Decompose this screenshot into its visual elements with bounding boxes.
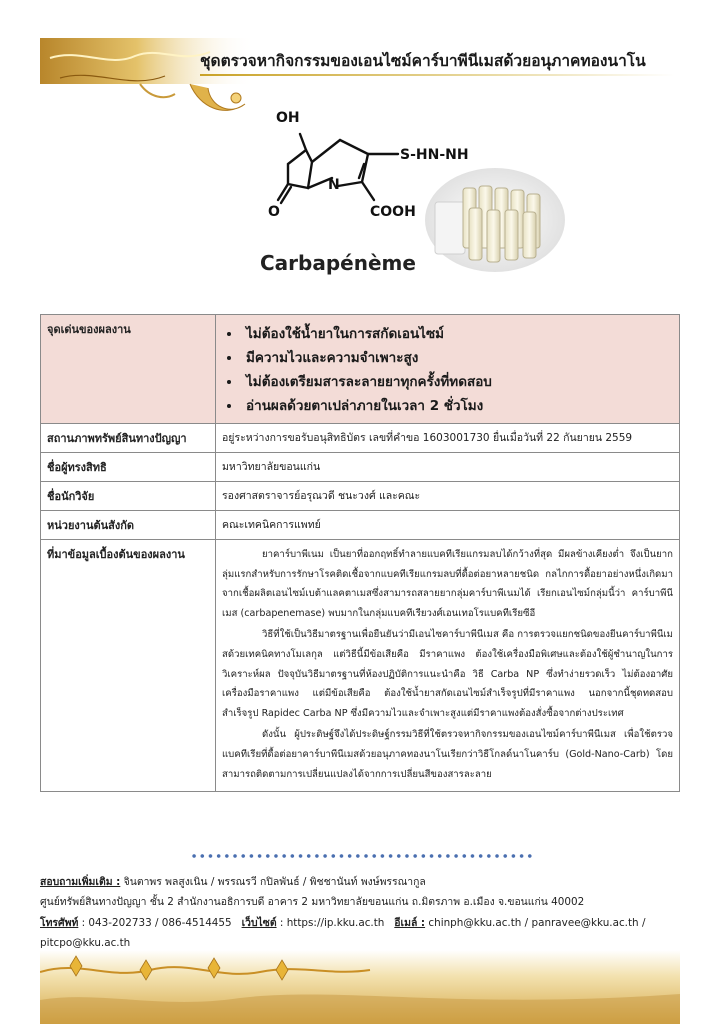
background-text bbox=[216, 540, 680, 792]
contact-address: ศูนย์ทรัพย์สินทางปัญญา ชั้น 2 สำนักงานอธิการบดี อาคาร 2 มหาวิทยาลัยขอนแก่น ถ.มิตรภาพ อ.เมือง จ.ขอนแก่น 40002 bbox=[40, 896, 585, 909]
contact-people: จินตาพร พลสูงเนิน / พรรณรวี กปิลพันธ์ / พิชชานันท์ พงษ์พรรณากูล bbox=[123, 876, 426, 888]
highlight-item: • ไม่ต้องใช้น้ำยาในการสกัดเอนไซม์ bbox=[242, 322, 673, 346]
dotted-divider bbox=[190, 852, 535, 860]
background-row bbox=[41, 540, 680, 792]
email-links[interactable]: chinph@kku.ac.th / panravee@kku.ac.th / pitcpo@kku.ac.th bbox=[40, 916, 646, 949]
background-label: ที่มาข้อมูลเบื้องต้นของผลงาน bbox=[41, 540, 216, 792]
structure-name: Carbapénème bbox=[260, 251, 416, 275]
unit-row bbox=[41, 511, 680, 540]
footer-ornament bbox=[40, 950, 680, 1024]
contact-people-line bbox=[40, 872, 680, 892]
highlights-list bbox=[222, 320, 673, 418]
highlight-item: • อ่านผลด้วยตาเปล่าภายในเวลา 2 ชั่วโมง bbox=[242, 394, 673, 418]
ip-status-value: อยู่ระหว่างการขอรับอนุสิทธิบัตร เลขที่คำขอ 1603001730 ยื่นเมื่อวันที่ 22 กันยายน 2559 bbox=[216, 424, 680, 453]
highlight-item: • ไม่ต้องเตรียมสารละลายยาทุกครั้งที่ทดสอบ bbox=[242, 370, 673, 394]
label-cooh: COOH bbox=[370, 204, 416, 220]
test-kit-photo bbox=[425, 168, 565, 272]
ip-status-row bbox=[41, 424, 680, 453]
web-label: เว็บไซต์ bbox=[241, 916, 277, 929]
phone-value: : 043-202733 / 086-4514455 bbox=[81, 916, 232, 929]
label-oh: OH bbox=[276, 110, 300, 126]
background-paragraph: ดังนั้น ผู้ประดิษฐ์จึงได้ประดิษฐ์กรรมวิธีที่ใช้ตรวจหากิจกรรมของเอนไซม์คาร์บาพีนีเมส เพื่อใช้ตรวจแบคทีเรียที่ดื้อต่อยาคาร์บาพีนีเมสด้วยอนุภาคทองนาโนเรียกว่าวิธีโกลด์นาโนคาร์บ (Gold-Nano-Carb) โดยสามารถติดตามการเปลี่ยนแปลงได้จากการเปลี่ยนสีของสารละลาย bbox=[222, 729, 673, 780]
researcher-row bbox=[41, 482, 680, 511]
contact-block bbox=[40, 872, 680, 953]
label-o: O bbox=[268, 204, 280, 220]
contact-more-label: สอบถามเพิ่มเติม : bbox=[40, 876, 121, 888]
highlights-label: จุดเด่นของผลงาน bbox=[41, 315, 216, 424]
label-shnnh: S-HN-NH bbox=[400, 147, 469, 163]
title-rule bbox=[200, 74, 675, 76]
researcher-label: ชื่อนักวิจัย bbox=[41, 482, 216, 511]
highlights-row bbox=[41, 315, 680, 424]
highlight-item: • มีความไวและความจำเพาะสูง bbox=[242, 346, 673, 370]
background-paragraph: วิธีที่ใช้เป็นวิธีมาตรฐานเพื่อยืนยันว่ามีเอนไซคาร์บาพีนีเมส คือ การตรวจแยกชนิดของยีนคาร์บาพีนีเมสด้วยเทคนิคทางโมเลกุล แต่วิธีนี้มีข้อเสียคือ มีราคาแพง ต้องใช้เครื่องมือพิเศษและต้องใช้ผู้ชำนาญในการวิเคราะห์ผล ปัจจุบันวิธีมาตรฐานที่ห้องปฏิบัติการแนะนำคือ วิธี Carba NP ซึ่งทำง่ายรวดเร็ว ไม่ต้องอาศัยเครื่องมือราคาแพง แต่มีข้อเสียคือ ต้องใช้น้ำยาสกัดเอนไซม์สำเร็จรูปที่มีราคาแพง นอกจากนี้ชุดทดสอบสำเร็จรูป Rapidec Carba NP ซึ่งมีความไวและจำเพาะสูงแต่มีราคาแพงต้องสั่งซื้อจากต่างประเทศ bbox=[222, 629, 673, 719]
background-paragraph: ยาคาร์บาพีเนม เป็นยาที่ออกฤทธิ์ทำลายแบคทีเรียแกรมลบได้กว้างที่สุด มีผลข้างเคียงต่ำ จึงเป็นยากลุ่มแรกสำหรับการรักษาโรคติดเชื้อจากแบคทีเรียแกรมลบที่ดื้อต่อยาหลายชนิด กลไกการดื้อยาอย่างหนึ่งเกิดมาจากเชื้อผลิตเอนไซม์เบต้าแลคตาเมสซึ่งสามารถสลายยากลุ่มคาร์บาพีเนมได้ เรียกเอนไซม์กลุ่มนี้ว่า คาร์บาพีนีเมส (carbapenemase) พบมากในกลุ่มแบคทีเรียวงศ์เอนเทอโรแบคทีเรียซีอี bbox=[222, 549, 673, 619]
label-n: N bbox=[328, 177, 340, 193]
highlights-cell bbox=[216, 315, 680, 424]
email-label: อีเมล์ : bbox=[394, 916, 426, 929]
page-title: ชุดตรวจหากิจกรรมของเอนไซม์คาร์บาพีนีเมสด้วยอนุภาคทองนาโน bbox=[200, 52, 646, 70]
unit-label: หน่วยงานต้นสังกัด bbox=[41, 511, 216, 540]
owner-value: มหาวิทยาลัยขอนแก่น bbox=[216, 453, 680, 482]
owner-label: ชื่อผู้ทรงสิทธิ bbox=[41, 453, 216, 482]
owner-row bbox=[41, 453, 680, 482]
info-table bbox=[40, 314, 680, 792]
phone-label: โทรศัพท์ bbox=[40, 916, 79, 929]
web-link[interactable]: : https://ip.kku.ac.th bbox=[279, 916, 385, 929]
contact-links-line bbox=[40, 913, 680, 954]
ip-status-label: สถานภาพทรัพย์สินทางปัญญา bbox=[41, 424, 216, 453]
unit-value: คณะเทคนิคการแพทย์ bbox=[216, 511, 680, 540]
researcher-value: รองศาสตราจารย์อรุณวดี ชนะวงศ์ และคณะ bbox=[216, 482, 680, 511]
